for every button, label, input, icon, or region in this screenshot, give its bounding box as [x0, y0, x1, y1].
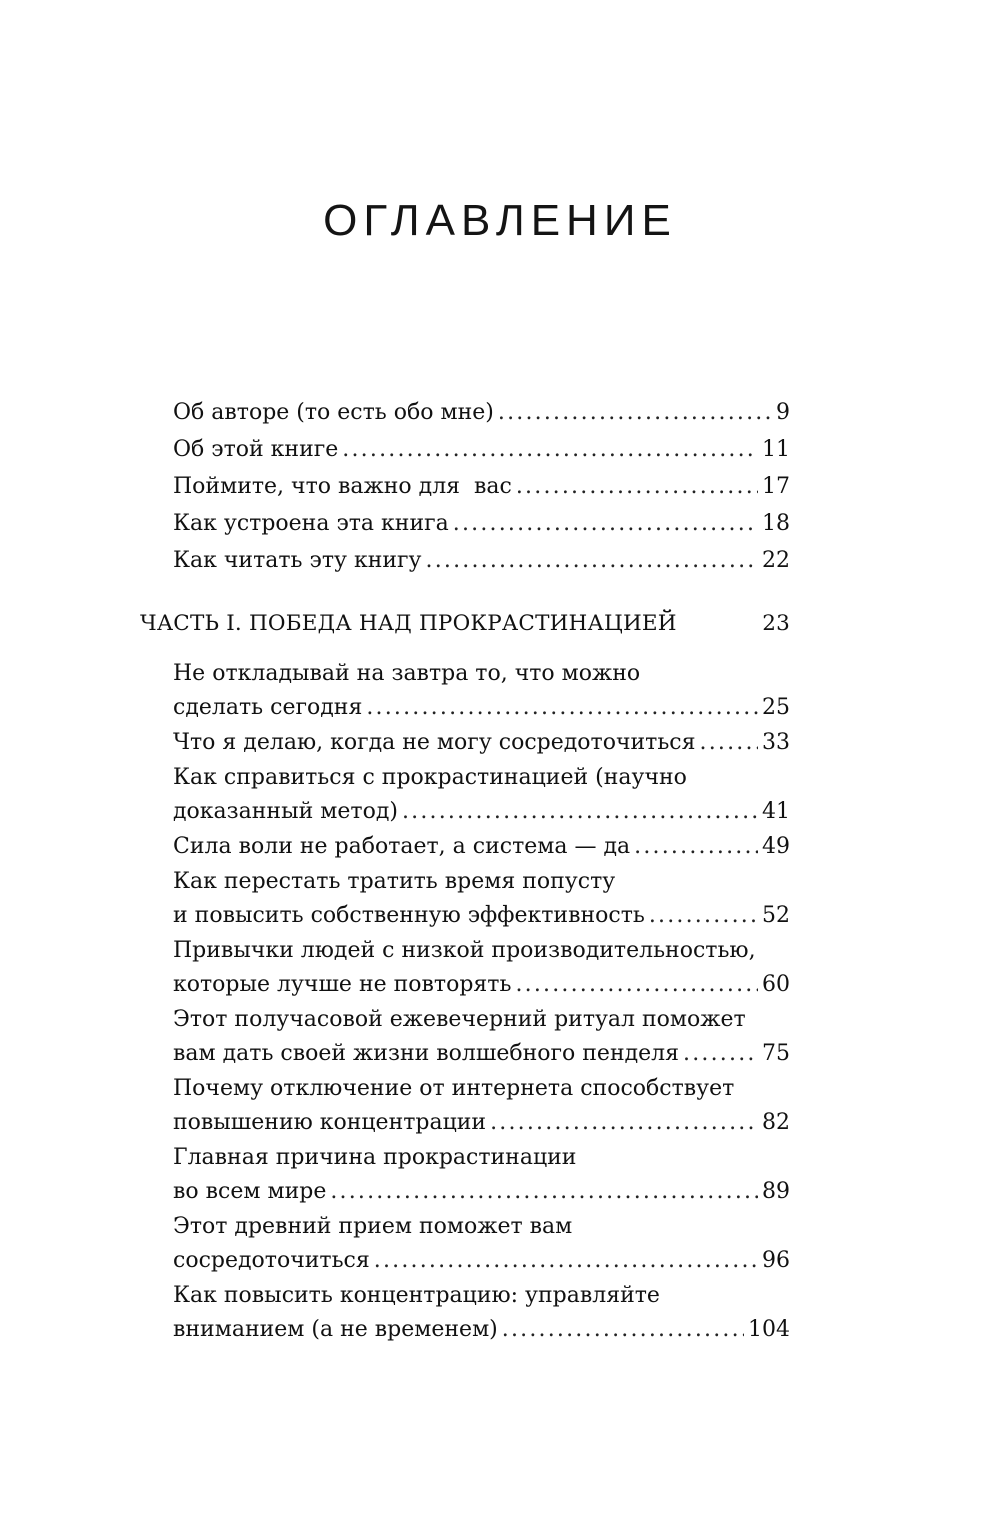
toc-entry — [0, 1141, 1000, 1209]
leader-dots — [516, 470, 758, 504]
toc-entry — [0, 544, 1000, 581]
table-of-contents — [0, 396, 1000, 1347]
toc-entry-title: Как устроена эта книга — [173, 511, 449, 536]
toc-entry — [0, 934, 1000, 1002]
toc-entry-title: повышению концентрации — [173, 1110, 487, 1135]
leader-dots — [515, 968, 758, 1002]
leader-dots — [366, 691, 758, 725]
toc-entry-page: 25 — [762, 695, 790, 720]
toc-entry — [0, 470, 1000, 507]
leader-dots — [426, 544, 759, 578]
toc-entry — [0, 761, 1000, 829]
toc-entry-title: сосредоточиться — [173, 1248, 370, 1273]
toc-entry — [0, 865, 1000, 933]
toc-entry — [0, 507, 1000, 544]
toc-entry-title: вам дать своей жизни волшебного пенделя — [173, 1041, 680, 1066]
toc-entry-page: 104 — [748, 1317, 790, 1342]
toc-entry — [0, 1072, 1000, 1140]
toc-entry-page: 17 — [762, 474, 790, 499]
toc-entry-title-line1: Почему отключение от интернета способствует — [173, 1076, 735, 1101]
toc-entry-title: доказанный метод) — [173, 799, 398, 824]
toc-entry-title-line1: Этот древний прием поможет вам — [173, 1214, 573, 1239]
leader-dots — [700, 726, 758, 760]
leader-dots — [683, 1037, 758, 1071]
toc-entry — [0, 433, 1000, 470]
leader-dots — [649, 899, 758, 933]
leader-dots — [634, 830, 758, 864]
toc-entry-title: сделать сегодня — [173, 695, 363, 720]
toc-entry-title: Что я делаю, когда не могу сосредоточиться — [173, 730, 696, 755]
toc-entry-title-line1: Не откладывай на завтра то, что можно — [173, 661, 641, 686]
toc-entry-title: Поймите, что важно для вас — [173, 474, 512, 499]
part-heading — [0, 607, 790, 655]
toc-entry — [0, 1279, 1000, 1347]
toc-entry-title-line1: Как повысить концентрацию: управляйте — [173, 1283, 660, 1308]
toc-entry-page: 22 — [762, 548, 790, 573]
toc-entry-title: вниманием (а не временем) — [173, 1317, 498, 1342]
toc-entry-title: Как читать эту книгу — [173, 548, 422, 573]
toc-entry-title: Сила воли не работает, а система — да — [173, 834, 631, 859]
toc-entry-title-line1: Как справиться с прокрастинацией (научно — [173, 765, 687, 790]
toc-entry-page: 60 — [762, 972, 790, 997]
toc-entry-title: во всем мире — [173, 1179, 327, 1204]
toc-entry-title: и повысить собственную эффективность — [173, 903, 645, 928]
toc-entry — [0, 396, 1000, 433]
toc-entry-page: 82 — [762, 1110, 790, 1135]
toc-entry-page: 9 — [776, 400, 790, 425]
toc-entry-title-line1: Этот получасовой ежевечерний ритуал поможет — [173, 1007, 746, 1032]
leader-dots — [330, 1175, 758, 1209]
toc-entry-title: Об авторе (то есть обо мне) — [173, 400, 494, 425]
toc-entry-page: 11 — [762, 437, 790, 462]
part-page: 23 — [762, 611, 790, 636]
toc-entry-page: 75 — [762, 1041, 790, 1066]
toc-entry-page: 49 — [762, 834, 790, 859]
leader-dots — [453, 507, 758, 541]
toc-entry-page: 52 — [762, 903, 790, 928]
leader-dots — [374, 1244, 758, 1278]
leader-dots — [342, 433, 758, 467]
toc-entry — [0, 1003, 1000, 1071]
toc-entry — [0, 1210, 1000, 1278]
leader-dots — [490, 1106, 758, 1140]
leader-dots — [402, 795, 758, 829]
toc-entry-page: 96 — [762, 1248, 790, 1273]
toc-entry — [0, 830, 1000, 864]
leader-dots — [498, 396, 772, 430]
page-title: ОГЛАВЛЕНИЕ — [323, 196, 677, 245]
toc-entry-page: 41 — [762, 799, 790, 824]
toc-entry-page: 33 — [762, 730, 790, 755]
toc-entry-page: 89 — [762, 1179, 790, 1204]
leader-dots — [502, 1313, 744, 1347]
toc-entry — [0, 657, 1000, 725]
toc-entry-page: 18 — [762, 511, 790, 536]
toc-entry-title-line1: Как перестать тратить время попусту — [173, 869, 616, 894]
toc-entry-title-line1: Привычки людей с низкой производительностью, — [173, 938, 756, 963]
part-title: ЧАСТЬ I. ПОБЕДА НАД ПРОКРАСТИНАЦИЕЙ — [140, 611, 677, 636]
toc-entry-title: Об этой книге — [173, 437, 339, 462]
toc-entry-title: которые лучше не повторять — [173, 972, 512, 997]
toc-entry — [0, 726, 1000, 760]
toc-entry-title-line1: Главная причина прокрастинации — [173, 1145, 577, 1170]
